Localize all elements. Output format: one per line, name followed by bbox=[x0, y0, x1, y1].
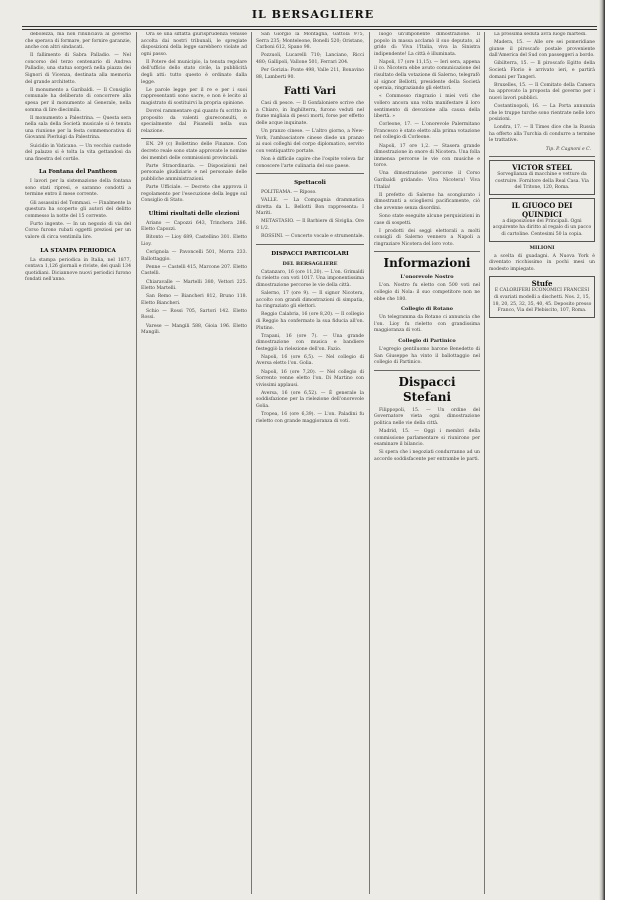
advertisement-title: IL GIUOCO DEI QUINDICI bbox=[511, 200, 573, 219]
article-paragraph: Napoli, 16 (ore 7,20). — Nel collegio di Sorrento venne eletto l'on. Di Martino con vivissimi applausi. bbox=[256, 369, 364, 388]
article-paragraph: Chiaravalle — Martelli 380, Vettori 225. Eletto Martelli. bbox=[141, 279, 247, 292]
section-divider bbox=[374, 251, 480, 252]
column-4 bbox=[374, 32, 480, 894]
article-paragraph: I lavori per la sistemazione della fontana sono stati ripresi, e saranno condotti a termine entro il mese corrente. bbox=[25, 179, 131, 198]
article-paragraph: Pozzuoli, Lucarelli 710; Lanciano, Ricci 480; Gallipoli, Vallone 501, Ferrari 204. bbox=[256, 53, 364, 65]
advertisement-text: E CALORIFERI ECONOMICI FRANCESI di svariati modelli a dischetti. Nos. 2, 15, 18, 20, 25, 32, 35, 40, 45. Deposito presso Franco, Via del Plebiscito, 107, Roma. bbox=[492, 288, 592, 314]
column-divider bbox=[484, 32, 485, 894]
subheading: Collegio di Partinico bbox=[398, 337, 456, 344]
article-paragraph: I prodotti dei seggi elettorali a molti consigli di Salerno vennero a Napoli a ringraziare Nicotera del loro voto. bbox=[374, 228, 480, 247]
article-paragraph: Cerignola — Pavoncelli 501, Morra 233. Ballottaggio. bbox=[141, 250, 247, 262]
masthead-title: IL BERSAGLIERE bbox=[251, 8, 375, 21]
column-divider bbox=[136, 32, 137, 894]
article-paragraph: Il monumento a Palestrina. — Questa sera nella sala della Società musicale si è tenuta una riunione per la festa commemorativa di Giovanni Pierluigi da Palestrina. bbox=[25, 115, 131, 141]
article-paragraph: Per Gorizia: Ponte 498, Valle 211, Bonavino 88, Lamberti 90. bbox=[256, 67, 364, 80]
article-paragraph: Parte Straordinaria. — Disposizioni nel personale giudiziario e nel personale delle pubbliche amministrazioni. bbox=[141, 163, 247, 182]
article-paragraph: debolezza, ma non rinunciava al governo che sperava di formare, per fornire garanzie, anche con altri sindacati. bbox=[25, 32, 131, 51]
article-paragraph: Il monumento a Garibaldi. — Il Consiglio comunale ha deliberato di concorrere alla spesa per il monumento al Generale, nella somma di lire diecimila. bbox=[25, 87, 131, 113]
section-divider bbox=[374, 370, 480, 371]
article-paragraph: « Commosso ringrazio i miei voti che vollero ancora una volta manifestare il loro sentimento di devozione alla causa della libertà. » bbox=[374, 94, 480, 120]
masthead-rule bbox=[22, 26, 597, 30]
article-paragraph: Dovrei rammentare qui quanto fu scritto in proposito da valenti giureconsulti, e specialmente dal Pisanelli nella sua relazione. bbox=[141, 109, 247, 134]
article-paragraph: Napoli, 16 (ore 6,5). — Nel collegio di Aversa eletto l'on. Golia. bbox=[256, 354, 364, 367]
article-paragraph: Le parole legge per il re e per i suoi rappresentanti sono sacre, e non è lecito al magistrato di sostituirvi la propria opinione. bbox=[141, 87, 247, 106]
article-paragraph: luogo un'imponente dimostrazione. Il popolo in massa acclamò il suo deputato, al grido di: Viva l'Italia, viva la Sinistra indipendente! La città è illuminata. bbox=[374, 32, 480, 57]
article-paragraph: Schio — Rossi 705, Sartori 142. Eletto Rossi. bbox=[141, 308, 247, 321]
major-heading: Dispacci Stefani bbox=[398, 374, 456, 404]
article-paragraph: Il Potere del municipio, la tenuta regolare dell'ufficio dello stato civile, la pubblicità degli atti: tutto questo è ordinato dalla legge. bbox=[141, 59, 247, 85]
section-heading: DISPACCI PARTICOLARI bbox=[271, 250, 349, 257]
article-paragraph: Reggio Calabria, 16 (ore 8,20). — Il collegio di Reggio ha confermato la sua fiducia all'on. Plutino. bbox=[256, 312, 364, 331]
article-paragraph: Madrid, 15. — Oggi i membri della commissione parlamentare si riunirono per esaminare il bilancio. bbox=[374, 429, 480, 448]
subheading: Collegio di Rotano bbox=[401, 306, 453, 313]
column-1 bbox=[25, 32, 131, 894]
section-divider bbox=[489, 156, 595, 157]
advertisement-text: a disposizione dei Principali. Ogni acquirente ha diritto al regalo di un pacco di cartoline. Centesimi 50 la copia. bbox=[492, 218, 592, 238]
article-paragraph: Gibilterra, 15. — Il piroscafo Egitto della Società Florio è arrivato ieri, e partirà domani per Tangeri. bbox=[489, 61, 595, 80]
column-divider bbox=[251, 32, 252, 894]
article-paragraph: METASTASIO. — Il Barbiere di Siviglia. Ore 8 1/2. bbox=[256, 219, 364, 232]
article-paragraph: Ariano — Capozzi 643, Trinchera 286. Eletto Capozzi. bbox=[141, 220, 247, 233]
major-heading: Fatti Vari bbox=[284, 86, 336, 98]
article-paragraph: Trapani, 16 (ore 7). — Una grande dimostrazione con musica e bandiere festeggiò la rielezione dell'on. Fazio. bbox=[256, 333, 364, 352]
article-paragraph: L'egregio gentiluomo barone Benedetto di San Giuseppe ha vinto il ballottaggio nel collegio di Partinico. bbox=[374, 346, 480, 366]
article-paragraph: Madera, 15. — Alle ore sei pomeridiane giunse il piroscafo postale proveniente dall'America del Sud con passeggeri a bordo. bbox=[489, 40, 595, 59]
article-paragraph: Aversa, 16 (ore 6,52). — È generale la soddisfazione per la rielezione dell'onorevole Golia. bbox=[256, 390, 364, 410]
column-3 bbox=[256, 32, 364, 894]
article-paragraph: Tropea, 16 (ore 6,39). — L'on. Paladini fu rieletto con grande maggioranza di voti. bbox=[256, 412, 364, 424]
article-paragraph: Non è difficile capire che l'ospite voleva far conoscere l'arte culinaria del suo paese. bbox=[256, 156, 364, 169]
section-divider bbox=[256, 244, 364, 245]
advertisement-title: VICTOR STEEL bbox=[512, 163, 572, 173]
advertisement bbox=[489, 276, 595, 317]
article-paragraph: Casi di pesce. — Il Gonfaloniere scrive che a Chiaro, in Inghilterra, furono veduti nel fiume migliaia di pesci morti, forse per effetto delle acque inquinate. bbox=[256, 101, 364, 126]
article-paragraph: EN. 29 (c) Bollettino delle Finanze. Con decreto reale sono state approvate le nomine dei membri delle commissioni provinciali. bbox=[141, 142, 247, 161]
article-paragraph: Salerno, 17 (ore 9). — Il signor Nicotera, accolto con grandi dimostrazioni di simpatia, ha ringraziato gli elettori. bbox=[256, 291, 364, 310]
article-paragraph: VALLE. — La Compagnia drammatica diretta da L. Bellotti Bon rappresenta: I Mariti. bbox=[256, 198, 364, 217]
article-paragraph: Una dimostrazione percorse il Corso Garibaldi gridando: Viva Nicotera! Viva l'Italia! bbox=[374, 171, 480, 190]
article-paragraph: Sono state eseguite alcune perquisizioni in case di sospetti. bbox=[374, 213, 480, 226]
signature-line: Tip. P. Cagnoni e C. bbox=[545, 146, 591, 152]
advertisement-title: Stufe bbox=[531, 279, 553, 289]
article-paragraph: L'on. Nostro fu eletto con 500 voti nel collegio di Nola: il suo competitore non ne ebbe che 180. bbox=[374, 283, 480, 302]
section-heading: La Fontana del Pantheon bbox=[38, 169, 118, 176]
article-paragraph: Suicidio in Vaticano. — Un vecchio custode del palazzo si è tolta la vita gettandosi da una finestra del cortile. bbox=[25, 143, 131, 162]
article-paragraph: Catanzaro, 16 (ore 11,20). — L'on. Grimaldi fu rieletto con voti 1017. Una imponentissima dimostrazione percorse le vie della città. bbox=[256, 269, 364, 288]
section-heading: Spettacoli bbox=[294, 180, 326, 187]
article-paragraph: Bitonto — Lioy 689, Castellino 301. Eletto Lioy. bbox=[141, 235, 247, 248]
article-paragraph: La prossima seduta avrà luogo martedì. bbox=[494, 32, 587, 37]
page-margin-strip bbox=[605, 0, 619, 900]
article-paragraph: Costantinopoli, 16. — La Porta annunzia che le truppe turche sono rientrate nelle loro posizioni. bbox=[489, 103, 595, 123]
article-paragraph: Napoli, 17 (ore 11,15). — Ieri sera, appena il co. Nicotera ebbe avuto comunicazione del risultato della votazione di Salerno, telegrafò al signor Bellotti, presidente della Società operaia, ringraziando gli elettori. bbox=[374, 59, 480, 92]
article-paragraph: San Remo — Biancheri 812, Bruno 118. Eletto Biancheri. bbox=[141, 294, 247, 306]
section-divider bbox=[141, 138, 247, 139]
column-divider bbox=[369, 32, 370, 894]
article-paragraph: Londra, 17. — Il Times dice che la Russia ha offerto alla Turchia di condurre a termine le trattative. bbox=[489, 125, 595, 144]
column-2 bbox=[141, 32, 247, 894]
article-paragraph: Penne — Castelli 415, Marcone 207. Eletto Castelli. bbox=[141, 264, 247, 277]
article-paragraph: Bruxelles, 15. — Il Comitato della Camera ha approvato la proposta del governo per i nuovi lavori pubblici. bbox=[489, 82, 595, 101]
article-paragraph: ROSSINI. — Concerto vocale e strumentale. bbox=[261, 234, 364, 240]
article-paragraph: Furto ingente. — In un negozio di via del Corso furono rubati oggetti preziosi per un valore di circa ventimila lire. bbox=[25, 221, 131, 241]
article-paragraph: San Giorgio la Montagna, Gattola 975, Serra 235; Monteleone, Bonelli 520; Oristano, Carboni 612, Spano 98. bbox=[256, 32, 364, 51]
article-paragraph: Un pranzo cinese. — L'altro giorno, a New-York, l'ambasciatore cinese diede un pranzo ai suoi colleghi del corpo diplomatico, servito con ventiquattro portate. bbox=[256, 129, 364, 154]
article-paragraph: Un telegramma da Rotano ci annuncia che l'on. Lioy fu rieletto con grandissima maggioranza di voti. bbox=[374, 315, 480, 334]
article-paragraph: Ora se una siffatta giurisprudenza venisse accolta dai nostri tribunali, le spregiate disposizioni della legge sarebbero violate ad ogni passo. bbox=[141, 32, 247, 57]
major-heading: Informazioni bbox=[383, 256, 471, 271]
subheading: MILIONI bbox=[529, 244, 555, 251]
article-paragraph: Si spera che i negoziati condurranno ad un accordo soddisfacente per entrambe le parti. bbox=[374, 450, 480, 462]
article-paragraph: a scelta di guadagni. A Nuova York è diventato ricchissimo in pochi mesi un modesto impiegato. bbox=[489, 253, 595, 272]
article-paragraph: La stampa periodica in Italia, nel 1877, contava 1,126 giornali e riviste, dei quali 134 quotidiani. Diciannove nuovi periodici furono fondati nell'anno. bbox=[25, 257, 131, 283]
subheading: L'onorevole Nostro bbox=[400, 274, 454, 281]
advertisement bbox=[489, 160, 595, 195]
section-divider bbox=[256, 173, 364, 174]
article-paragraph: Il fallimento di Sabra Palladio. — Nel concorso del terzo centenario di Andrea Palladio, una statua sorgerà nella piazza dei Signori di Vicenza, destinata alla memoria del grande architetto. bbox=[25, 53, 131, 85]
section-heading: LA STAMPA PERIODICA bbox=[40, 247, 116, 254]
article-paragraph: Napoli, 17 ore 1,2. — Stasera grande dimostrazione in onore di Nicotera. Una folla immensa percorse le vie con musiche e torce. bbox=[374, 143, 480, 169]
article-paragraph: POLITEAMA. — Riposo. bbox=[261, 190, 317, 196]
article-paragraph: Gli assassini del Tommasi. — Finalmente la questura ha scoperto gli autori del delitto commesso la notte del 15 corrente. bbox=[25, 200, 131, 219]
article-paragraph: Parte Ufficiale. — Decreto che approva il regolamento per l'esecuzione della legge sul Consiglio di Stato. bbox=[141, 184, 247, 204]
section-heading: Ultimi risultati delle elezioni bbox=[148, 210, 240, 217]
article-paragraph: Filippopoli, 15. — Un ordine del Governatore vieta ogni dimostrazione politica nelle vie della città. bbox=[374, 407, 480, 426]
column-5 bbox=[489, 32, 595, 894]
advertisement bbox=[489, 198, 595, 242]
article-paragraph: Il prefetto di Salerno ha scongiurato i dimostranti a sciogliersi pacificamente, ciò che avvenne senza disordini. bbox=[374, 192, 480, 211]
advertisement-text: Sorveglianza di macchine e vetture da costruire. Fornitore della Real Casa. Via del Tritone, 120, Roma. bbox=[495, 172, 589, 191]
subheading: DEL BERSAGLIERE bbox=[282, 260, 338, 267]
article-paragraph: Varese — Mangili 588, Gioia 196. Eletto Mangili. bbox=[141, 323, 247, 336]
article-paragraph: Corleone, 17. — L'onorevole Palermitano Francesco è stato eletto alla prima votazione nel collegio di Corleone. bbox=[374, 122, 480, 141]
